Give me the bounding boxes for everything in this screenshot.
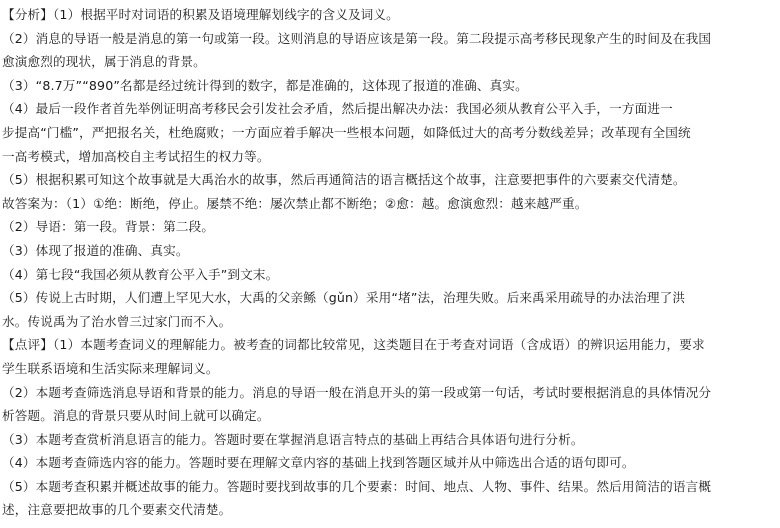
- comment-line: 学生联系语境和生活实际来理解词义。: [2, 360, 219, 376]
- analysis-line: 【分析】（1）根据平时对词语的积累及语境理解划线字的含义及词义。: [2, 7, 399, 22]
- answer-line: （3）体现了报道的准确、真实。: [2, 242, 189, 258]
- answer-section: [2, 192, 780, 334]
- analysis-section: [2, 3, 780, 192]
- analysis-line: 一高考模式，增加高校自主考试招生的权力等。: [2, 148, 270, 164]
- comment-line: （3）本题考查赏析消息语言的能力。答题时要在掌握消息语言特点的基础上再结合具体语句进行分析。: [2, 431, 584, 447]
- analysis-line: （2）消息的导语一般是消息的第一句或第一段。这则消息的导语应该是第一段。第二段提示高考移民现象产生的时间及在我国: [2, 30, 712, 46]
- analysis-line: （5）根据积累可知这个故事就是大禹治水的故事，然后再通简洁的语言概括这个故事，注意要把事件的六要素交代清楚。: [2, 172, 686, 188]
- comment-line: 【点评】（1）本题考查词义的理解能力。被考查的词都比较常见，这类题目在于考查对词语（含成语）的辨识运用能力，要求: [2, 337, 705, 353]
- analysis-line: 愈演愈烈的现状，属于消息的背景。: [2, 54, 206, 70]
- comment-section: [2, 333, 780, 522]
- answer-line: 故答案为：（1）①绝：断绝，停止。屡禁不绝：屡次禁止都不断绝；②愈：越。愈演愈烈：越来越严重。: [2, 195, 588, 211]
- comment-line: （5）本题考查积累并概述故事的能力。答题时要找到故事的几个要素：时间、地点、人物、事件、结果。然后用简洁的语言概: [2, 478, 712, 494]
- answer-line: （5）传说上古时期，人们遭上罕见大水，大禹的父亲鲧（gǔn）采用“堵”法，治理失败。后来禹采用疏导的办法治理了洪: [2, 290, 686, 306]
- answer-line: （4）第七段“我国必须从教育公平入手”到文末。: [2, 266, 279, 282]
- comment-line: （2）本题考查筛选消息导语和背景的能力。消息的导语一般在消息开头的第一段或第一句话，考试时要根据消息的具体情况分: [2, 384, 712, 400]
- comment-line: 述，注意要把故事的几个要素交代清楚。: [2, 502, 232, 518]
- analysis-line: （4）最后一段作者首先举例证明高考移民会引发社会矛盾，然后提出解决办法：我国必须从教育公平入手，一方面进一: [2, 101, 673, 117]
- answer-line: 水。传说禹为了治水曾三过家门而不入。: [2, 313, 232, 329]
- analysis-line: （3）“8.7万”“890”名都是经过统计得到的数字，都是准确的，这体现了报道的准确、真实。: [2, 77, 528, 93]
- comment-line: 析答题。消息的背景只要从时间上就可以确定。: [2, 408, 270, 424]
- analysis-line: 步提高“门槛”，严把报名关，杜绝腐败；一方面应着手解决一些根本问题，如降低过大的高考分数线差异；改革现有全国统: [2, 124, 691, 140]
- comment-line: （4）本题考查筛选内容的能力。答题时要在理解文章内容的基础上找到答题区域并从中筛选出合适的语句即可。: [2, 455, 635, 471]
- answer-line: （2）导语：第一段。背景：第二段。: [2, 219, 215, 235]
